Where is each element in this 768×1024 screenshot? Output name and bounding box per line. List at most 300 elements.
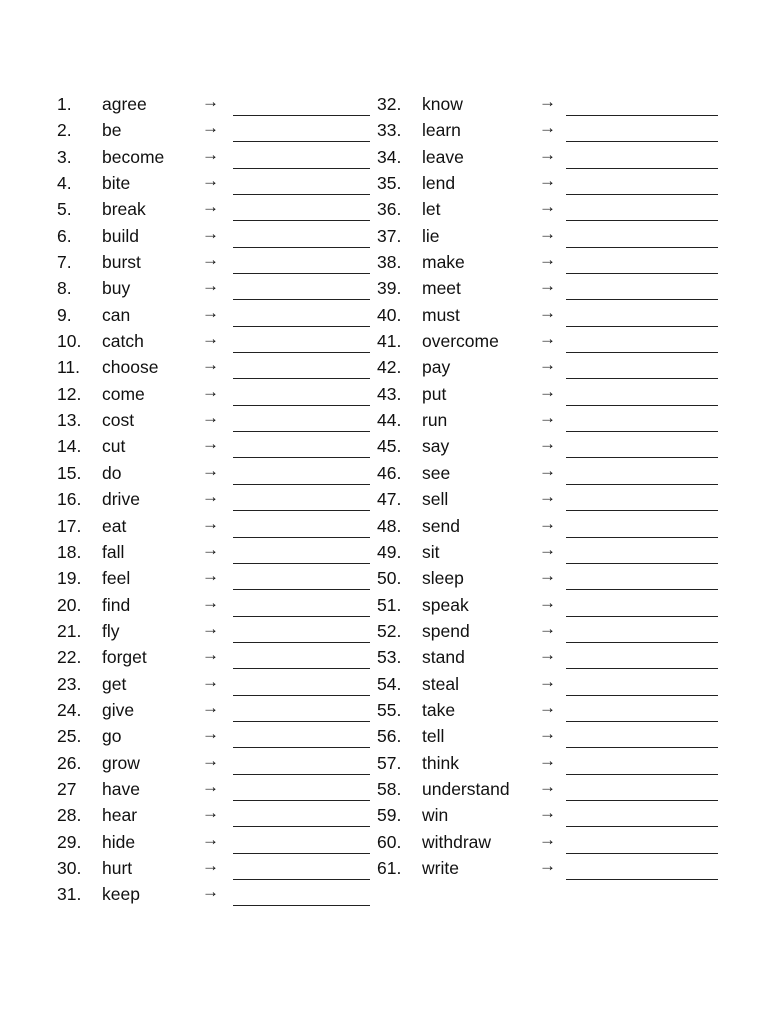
item-number: 53. xyxy=(377,647,402,668)
answer-blank[interactable] xyxy=(566,829,718,854)
verb-row xyxy=(57,881,377,907)
arrow-right-icon: → xyxy=(539,408,556,428)
verb-word: do xyxy=(102,462,122,483)
verb-word: catch xyxy=(102,331,144,352)
verb-word: choose xyxy=(102,357,159,378)
verb-word: keep xyxy=(102,884,140,905)
answer-blank[interactable] xyxy=(233,117,370,142)
verb-word: build xyxy=(102,225,139,246)
verb-word: learn xyxy=(422,120,461,141)
arrow-right-icon: → xyxy=(202,697,219,717)
answer-blank[interactable] xyxy=(566,433,718,458)
answer-blank[interactable] xyxy=(233,855,370,880)
item-number: 35. xyxy=(377,173,402,194)
item-number: 11. xyxy=(57,357,81,378)
verb-word: hide xyxy=(102,831,136,852)
item-number: 19. xyxy=(57,568,82,589)
verb-row xyxy=(57,697,377,723)
item-number: 33. xyxy=(377,120,402,141)
item-number: 28. xyxy=(57,805,82,826)
arrow-right-icon: → xyxy=(202,92,219,111)
verb-word: burst xyxy=(102,252,141,273)
verb-row xyxy=(57,513,377,539)
item-number: 14. xyxy=(57,436,82,457)
arrow-right-icon: → xyxy=(539,618,556,638)
item-number: 30. xyxy=(57,857,82,878)
verb-word: hurt xyxy=(102,857,133,878)
answer-blank[interactable] xyxy=(233,671,370,696)
answer-blank[interactable] xyxy=(566,328,718,353)
arrow-right-icon: → xyxy=(202,750,219,770)
verb-word: write xyxy=(422,857,459,878)
arrow-right-icon: → xyxy=(539,487,556,507)
arrow-right-icon: → xyxy=(539,329,556,349)
item-number: 20. xyxy=(57,594,82,615)
verb-word: withdraw xyxy=(422,831,492,852)
verb-word: sleep xyxy=(422,568,464,589)
answer-blank[interactable] xyxy=(566,855,718,880)
answer-blank[interactable] xyxy=(566,275,718,300)
answer-blank[interactable] xyxy=(233,196,370,221)
answer-blank[interactable] xyxy=(233,91,370,116)
verb-row xyxy=(57,407,377,433)
answer-blank[interactable] xyxy=(233,565,370,590)
item-number: 31. xyxy=(57,884,82,905)
arrow-right-icon: → xyxy=(539,539,556,559)
item-number: 3. xyxy=(57,146,72,167)
verb-word: make xyxy=(422,252,465,273)
verb-row xyxy=(57,381,377,407)
verb-word: steal xyxy=(422,673,459,694)
answer-blank[interactable] xyxy=(566,354,718,379)
verb-word: stand xyxy=(422,647,465,668)
arrow-right-icon: → xyxy=(202,381,219,401)
item-number: 25. xyxy=(57,726,82,747)
item-number: 29. xyxy=(57,831,82,852)
answer-blank[interactable] xyxy=(233,513,370,538)
answer-blank[interactable] xyxy=(233,249,370,274)
answer-blank[interactable] xyxy=(233,433,370,458)
verb-word: can xyxy=(102,304,131,325)
arrow-right-icon: → xyxy=(202,434,219,454)
verb-row xyxy=(377,486,722,512)
item-number: 41. xyxy=(377,331,402,352)
answer-blank[interactable] xyxy=(566,565,718,590)
answer-blank[interactable] xyxy=(233,144,370,169)
item-number: 48. xyxy=(377,515,402,536)
answer-blank[interactable] xyxy=(566,302,718,327)
arrow-right-icon: → xyxy=(539,671,556,691)
verb-word: hear xyxy=(102,805,138,826)
verb-row xyxy=(377,117,722,143)
verb-word: bite xyxy=(102,173,131,194)
verb-word: win xyxy=(422,805,449,826)
answer-blank[interactable] xyxy=(233,750,370,775)
verb-row xyxy=(377,829,722,855)
verb-row xyxy=(57,750,377,776)
arrow-right-icon: → xyxy=(539,223,556,243)
answer-blank[interactable] xyxy=(233,460,370,485)
verb-row xyxy=(57,249,377,275)
item-number: 22. xyxy=(57,647,82,668)
answer-blank[interactable] xyxy=(566,249,718,274)
item-number: 54. xyxy=(377,673,402,694)
item-number: 23. xyxy=(57,673,82,694)
item-number: 49. xyxy=(377,541,402,562)
verb-word: sell xyxy=(422,489,449,510)
item-number: 4. xyxy=(57,173,72,194)
verb-row xyxy=(57,433,377,459)
item-number: 9. xyxy=(57,304,72,325)
verb-word: lend xyxy=(422,173,456,194)
verb-row xyxy=(57,196,377,222)
verb-word: fall xyxy=(102,541,125,562)
verb-word: fly xyxy=(102,620,120,641)
arrow-right-icon: → xyxy=(539,697,556,717)
verb-word: cost xyxy=(102,410,135,431)
item-number: 58. xyxy=(377,778,402,799)
arrow-right-icon: → xyxy=(202,302,219,322)
arrow-right-icon: → xyxy=(202,276,219,296)
arrow-right-icon: → xyxy=(202,460,219,480)
arrow-right-icon: → xyxy=(202,592,219,612)
item-number: 52. xyxy=(377,620,402,641)
verb-row xyxy=(57,354,377,380)
verb-row xyxy=(57,539,377,565)
verb-row xyxy=(57,592,377,618)
verb-word: grow xyxy=(102,752,140,773)
arrow-right-icon: → xyxy=(202,408,219,428)
answer-blank[interactable] xyxy=(233,829,370,854)
verb-row xyxy=(377,671,722,697)
answer-blank[interactable] xyxy=(233,223,370,248)
verb-word: break xyxy=(102,199,146,220)
answer-blank[interactable] xyxy=(233,881,370,906)
arrow-right-icon: → xyxy=(202,724,219,744)
arrow-right-icon: → xyxy=(539,434,556,454)
verb-row xyxy=(377,513,722,539)
verb-word: take xyxy=(422,699,456,720)
verb-row xyxy=(377,196,722,222)
answer-blank[interactable] xyxy=(566,723,718,748)
item-number: 24. xyxy=(57,699,82,720)
arrow-right-icon: → xyxy=(202,776,219,796)
verb-row xyxy=(57,671,377,697)
verb-word: meet xyxy=(422,278,461,299)
arrow-right-icon: → xyxy=(202,355,219,375)
verb-row xyxy=(377,91,722,117)
item-number: 16. xyxy=(57,489,82,510)
arrow-right-icon: → xyxy=(539,92,556,111)
arrow-right-icon: → xyxy=(202,855,219,875)
verb-word: let xyxy=(422,199,441,220)
verb-row xyxy=(377,354,722,380)
answer-blank[interactable] xyxy=(566,486,718,511)
verb-row xyxy=(57,618,377,644)
verb-word: buy xyxy=(102,278,131,299)
arrow-right-icon: → xyxy=(539,144,556,164)
answer-blank[interactable] xyxy=(233,486,370,511)
item-number: 5. xyxy=(57,199,72,220)
verb-word: cut xyxy=(102,436,126,457)
verb-row xyxy=(57,302,377,328)
item-number: 26. xyxy=(57,752,82,773)
verb-row xyxy=(57,328,377,354)
item-number: 44. xyxy=(377,410,402,431)
arrow-right-icon: → xyxy=(539,750,556,770)
arrow-right-icon: → xyxy=(539,566,556,586)
answer-blank[interactable] xyxy=(566,802,718,827)
verb-row xyxy=(377,776,722,802)
answer-blank[interactable] xyxy=(566,117,718,142)
answer-blank[interactable] xyxy=(566,144,718,169)
answer-blank[interactable] xyxy=(566,697,718,722)
verb-row xyxy=(57,723,377,749)
arrow-right-icon: → xyxy=(202,566,219,586)
answer-blank[interactable] xyxy=(233,723,370,748)
arrow-right-icon: → xyxy=(202,223,219,243)
verb-row xyxy=(57,275,377,301)
answer-blank[interactable] xyxy=(566,170,718,195)
answer-blank[interactable] xyxy=(566,196,718,221)
item-number: 18. xyxy=(57,541,82,562)
arrow-right-icon: → xyxy=(202,618,219,638)
item-number: 7. xyxy=(57,252,72,273)
answer-blank[interactable] xyxy=(566,513,718,538)
answer-blank[interactable] xyxy=(233,697,370,722)
item-number: 46. xyxy=(377,462,402,483)
verb-row xyxy=(57,644,377,670)
answer-blank[interactable] xyxy=(233,592,370,617)
verb-row xyxy=(377,170,722,196)
verb-word: have xyxy=(102,778,140,799)
item-number: 47. xyxy=(377,489,402,510)
verb-row xyxy=(377,565,722,591)
item-number: 6. xyxy=(57,225,72,246)
item-number: 36. xyxy=(377,199,402,220)
arrow-right-icon: → xyxy=(539,803,556,823)
verb-row xyxy=(57,486,377,512)
verb-row xyxy=(377,750,722,776)
item-number: 21. xyxy=(57,620,82,641)
item-number: 32. xyxy=(377,94,402,114)
arrow-right-icon: → xyxy=(539,355,556,375)
verb-row xyxy=(57,460,377,486)
verb-row xyxy=(377,249,722,275)
right-column xyxy=(377,91,722,881)
answer-blank[interactable] xyxy=(566,750,718,775)
arrow-right-icon: → xyxy=(202,487,219,507)
arrow-right-icon: → xyxy=(202,144,219,164)
item-number: 40. xyxy=(377,304,402,325)
verb-row xyxy=(377,697,722,723)
arrow-right-icon: → xyxy=(202,829,219,849)
answer-blank[interactable] xyxy=(233,644,370,669)
verb-word: eat xyxy=(102,515,127,536)
verb-word: send xyxy=(422,515,460,536)
arrow-right-icon: → xyxy=(539,513,556,533)
arrow-right-icon: → xyxy=(539,118,556,138)
verb-row xyxy=(57,829,377,855)
verb-row xyxy=(57,117,377,143)
answer-blank[interactable] xyxy=(566,644,718,669)
arrow-right-icon: → xyxy=(202,803,219,823)
arrow-right-icon: → xyxy=(202,329,219,349)
verb-row xyxy=(377,381,722,407)
verb-row xyxy=(57,855,377,881)
arrow-right-icon: → xyxy=(539,302,556,322)
item-number: 59. xyxy=(377,805,402,826)
verb-word: drive xyxy=(102,489,140,510)
arrow-right-icon: → xyxy=(539,381,556,401)
answer-blank[interactable] xyxy=(566,592,718,617)
verb-word: get xyxy=(102,673,127,694)
item-number: 60. xyxy=(377,831,402,852)
verb-word: lie xyxy=(422,225,440,246)
verb-word: give xyxy=(102,699,135,720)
arrow-right-icon: → xyxy=(539,645,556,665)
answer-blank[interactable] xyxy=(233,802,370,827)
answer-blank[interactable] xyxy=(566,460,718,485)
answer-blank[interactable] xyxy=(566,618,718,643)
verb-row xyxy=(377,433,722,459)
verb-row xyxy=(377,460,722,486)
verb-word: see xyxy=(422,462,451,483)
verb-word: leave xyxy=(422,146,464,167)
arrow-right-icon: → xyxy=(539,855,556,875)
answer-blank[interactable] xyxy=(566,381,718,406)
answer-blank[interactable] xyxy=(566,91,718,116)
answer-blank[interactable] xyxy=(566,407,718,432)
answer-blank[interactable] xyxy=(233,275,370,300)
answer-blank[interactable] xyxy=(566,223,718,248)
answer-blank[interactable] xyxy=(233,618,370,643)
answer-blank[interactable] xyxy=(233,170,370,195)
arrow-right-icon: → xyxy=(202,513,219,533)
item-number: 2. xyxy=(57,120,72,141)
item-number: 39. xyxy=(377,278,402,299)
item-number: 50. xyxy=(377,568,402,589)
verb-row xyxy=(57,802,377,828)
item-number: 1. xyxy=(57,94,72,114)
arrow-right-icon: → xyxy=(202,118,219,138)
verb-word: become xyxy=(102,146,165,167)
verb-word: sit xyxy=(422,541,440,562)
verb-row xyxy=(377,592,722,618)
arrow-right-icon: → xyxy=(539,829,556,849)
verb-row xyxy=(377,723,722,749)
verb-row xyxy=(377,275,722,301)
verb-row xyxy=(57,776,377,802)
answer-blank[interactable] xyxy=(233,328,370,353)
item-number: 13. xyxy=(57,410,82,431)
answer-blank[interactable] xyxy=(566,671,718,696)
answer-blank[interactable] xyxy=(233,354,370,379)
verb-word: put xyxy=(422,383,447,404)
verb-word: say xyxy=(422,436,450,457)
left-column xyxy=(57,91,377,908)
verb-word: run xyxy=(422,410,448,431)
arrow-right-icon: → xyxy=(202,645,219,665)
verb-row xyxy=(377,302,722,328)
arrow-right-icon: → xyxy=(539,776,556,796)
arrow-right-icon: → xyxy=(202,197,219,217)
item-number: 38. xyxy=(377,252,402,273)
arrow-right-icon: → xyxy=(202,671,219,691)
item-number: 43. xyxy=(377,383,402,404)
verb-row xyxy=(377,407,722,433)
answer-blank[interactable] xyxy=(233,776,370,801)
verb-word: know xyxy=(422,94,463,114)
verb-word: forget xyxy=(102,647,147,668)
verb-row xyxy=(377,618,722,644)
verb-word: feel xyxy=(102,568,131,589)
verb-row xyxy=(57,170,377,196)
arrow-right-icon: → xyxy=(539,460,556,480)
verb-row xyxy=(377,328,722,354)
item-number: 45. xyxy=(377,436,402,457)
answer-blank[interactable] xyxy=(566,776,718,801)
item-number: 15. xyxy=(57,462,82,483)
verb-word: agree xyxy=(102,94,147,114)
item-number: 10. xyxy=(57,331,82,352)
item-number: 56. xyxy=(377,726,402,747)
item-number: 8. xyxy=(57,278,72,299)
verb-row xyxy=(377,802,722,828)
verb-word: pay xyxy=(422,357,451,378)
item-number: 17. xyxy=(57,515,82,536)
answer-blank[interactable] xyxy=(233,381,370,406)
answer-blank[interactable] xyxy=(566,539,718,564)
verb-word: spend xyxy=(422,620,470,641)
verb-row xyxy=(377,855,722,881)
item-number: 42. xyxy=(377,357,402,378)
verb-row xyxy=(377,223,722,249)
arrow-right-icon: → xyxy=(539,724,556,744)
verb-word: tell xyxy=(422,726,445,747)
item-number: 27 xyxy=(57,778,77,799)
arrow-right-icon: → xyxy=(202,171,219,191)
item-number: 57. xyxy=(377,752,402,773)
answer-blank[interactable] xyxy=(233,539,370,564)
item-number: 37. xyxy=(377,225,402,246)
verb-word: speak xyxy=(422,594,469,615)
verb-word: be xyxy=(102,120,122,141)
item-number: 12. xyxy=(57,383,82,404)
verb-row xyxy=(377,644,722,670)
verb-word: find xyxy=(102,594,131,615)
verb-word: think xyxy=(422,752,459,773)
verb-row xyxy=(377,144,722,170)
item-number: 34. xyxy=(377,146,402,167)
arrow-right-icon: → xyxy=(539,276,556,296)
verb-word: come xyxy=(102,383,145,404)
answer-blank[interactable] xyxy=(233,302,370,327)
arrow-right-icon: → xyxy=(539,197,556,217)
verb-row xyxy=(57,565,377,591)
arrow-right-icon: → xyxy=(539,171,556,191)
verb-row xyxy=(57,91,377,117)
arrow-right-icon: → xyxy=(202,539,219,559)
verb-word: understand xyxy=(422,778,510,799)
arrow-right-icon: → xyxy=(202,250,219,270)
arrow-right-icon: → xyxy=(539,592,556,612)
verb-word: overcome xyxy=(422,331,499,352)
item-number: 51. xyxy=(377,594,402,615)
verb-word: must xyxy=(422,304,460,325)
answer-blank[interactable] xyxy=(233,407,370,432)
arrow-right-icon: → xyxy=(202,882,219,902)
